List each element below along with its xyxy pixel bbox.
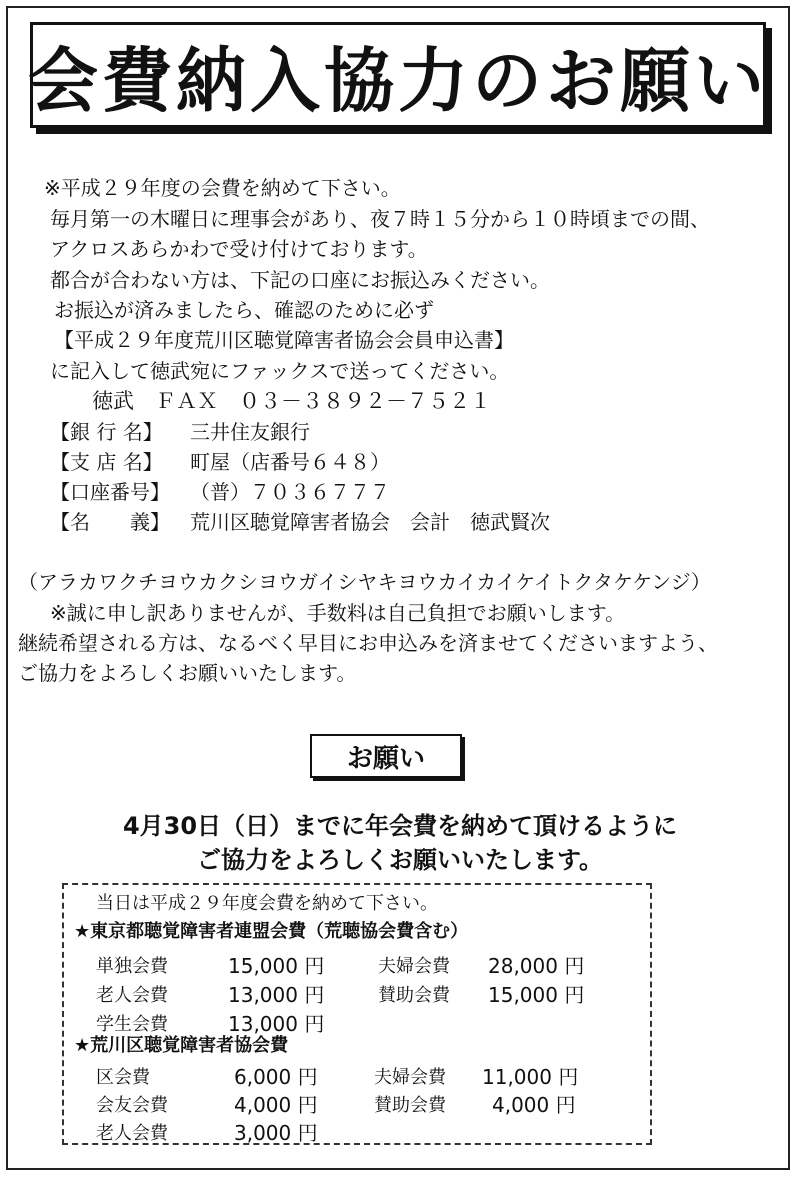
title-box — [30, 22, 766, 128]
fee-name: 区会費 — [96, 1067, 150, 1088]
fax-number: 徳武 ＦＡＸ ０３－３８９２－７５２１ — [92, 389, 491, 413]
fee-name: 会友会費 — [96, 1095, 168, 1116]
fee-name: 単独会費 — [96, 956, 168, 977]
closing-line: ご協力をよろしくお願いいたします。 — [18, 661, 357, 685]
fee-name: 賛助会費 — [378, 985, 450, 1006]
fee-amount: 28,000 円 — [488, 954, 585, 978]
intro-line: に記入して徳武宛にファックスで送ってください。 — [50, 359, 510, 383]
fee-name: 夫婦会費 — [374, 1067, 446, 1088]
intro-line: ※平成２９年度の会費を納めて下さい。 — [44, 176, 401, 200]
bank-label: 【支 店 名】 — [50, 450, 163, 474]
bank-row-account — [50, 480, 390, 504]
closing-line: ※誠に申し訳ありませんが、手数料は自己負担でお願いします。 — [50, 601, 626, 625]
bank-value: 三井住友銀行 — [190, 420, 310, 444]
intro-line: 毎月第一の木曜日に理事会があり、夜７時１５分から１０時頃までの間、 — [50, 207, 710, 231]
intro-line: 【平成２９年度荒川区聴覚障害者協会会員申込書】 — [54, 328, 514, 352]
notice-box — [310, 734, 462, 778]
bank-value: 町屋（店番号６４８） — [190, 450, 390, 474]
tokyo-fee-heading: ★東京都聴覚障害者連盟会費（荒聴協会費含む） — [74, 921, 469, 942]
fee-amount: 4,000 円 — [492, 1093, 576, 1117]
fee-amount: 4,000 円 — [234, 1093, 318, 1117]
closing-line: 継続希望される方は、なるべく早目にお申込みを済ませてくださいますよう、 — [18, 631, 718, 655]
fee-name: 学生会費 — [96, 1014, 168, 1035]
bank-label: 【銀 行 名】 — [50, 420, 163, 444]
fee-amount: 11,000 円 — [482, 1065, 579, 1089]
bank-label: 【名 義】 — [50, 510, 170, 534]
fee-name: 夫婦会費 — [378, 956, 450, 977]
bank-row-holder — [50, 510, 550, 534]
arakawa-fee-heading: ★荒川区聴覚障害者協会費 — [74, 1035, 289, 1056]
fee-amount: 6,000 円 — [234, 1065, 318, 1089]
bank-row-name — [50, 420, 310, 444]
fee-amount: 15,000 円 — [228, 954, 325, 978]
intro-line: お振込が済みましたら、確認のために必ず — [54, 298, 434, 322]
kana-holder: （アラカワクチヨウカクシヨウガイシヤキヨウカイカイケイトクタケケンジ） — [18, 570, 711, 594]
notice-label: お願い — [346, 743, 425, 774]
fee-amount: 15,000 円 — [488, 983, 585, 1007]
page-title: 会費納入協力のお願い — [28, 39, 768, 122]
fee-amount: 13,000 円 — [228, 983, 325, 1007]
intro-line: アクロスあらかわで受け付けております。 — [50, 237, 428, 261]
appeal-line: ご協力をよろしくお願いいたします。 — [196, 846, 604, 874]
fee-intro: 当日は平成２９年度会費を納めて下さい。 — [96, 893, 438, 914]
fee-name: 老人会費 — [96, 1123, 168, 1144]
fee-name: 老人会費 — [96, 985, 168, 1006]
intro-line: 都合が合わない方は、下記の口座にお振込みください。 — [50, 268, 550, 292]
bank-value: 荒川区聴覚障害者協会 会計 徳武賢次 — [190, 510, 550, 534]
bank-value: （普）７０３６７７７ — [190, 480, 390, 504]
fee-amount: 13,000 円 — [228, 1012, 325, 1036]
bank-row-branch — [50, 450, 390, 474]
fee-name: 賛助会費 — [374, 1095, 446, 1116]
appeal-line: 4月30日（日）までに年会費を納めて頂けるように — [122, 812, 678, 840]
bank-label: 【口座番号】 — [50, 480, 170, 504]
fee-amount: 3,000 円 — [234, 1121, 318, 1145]
